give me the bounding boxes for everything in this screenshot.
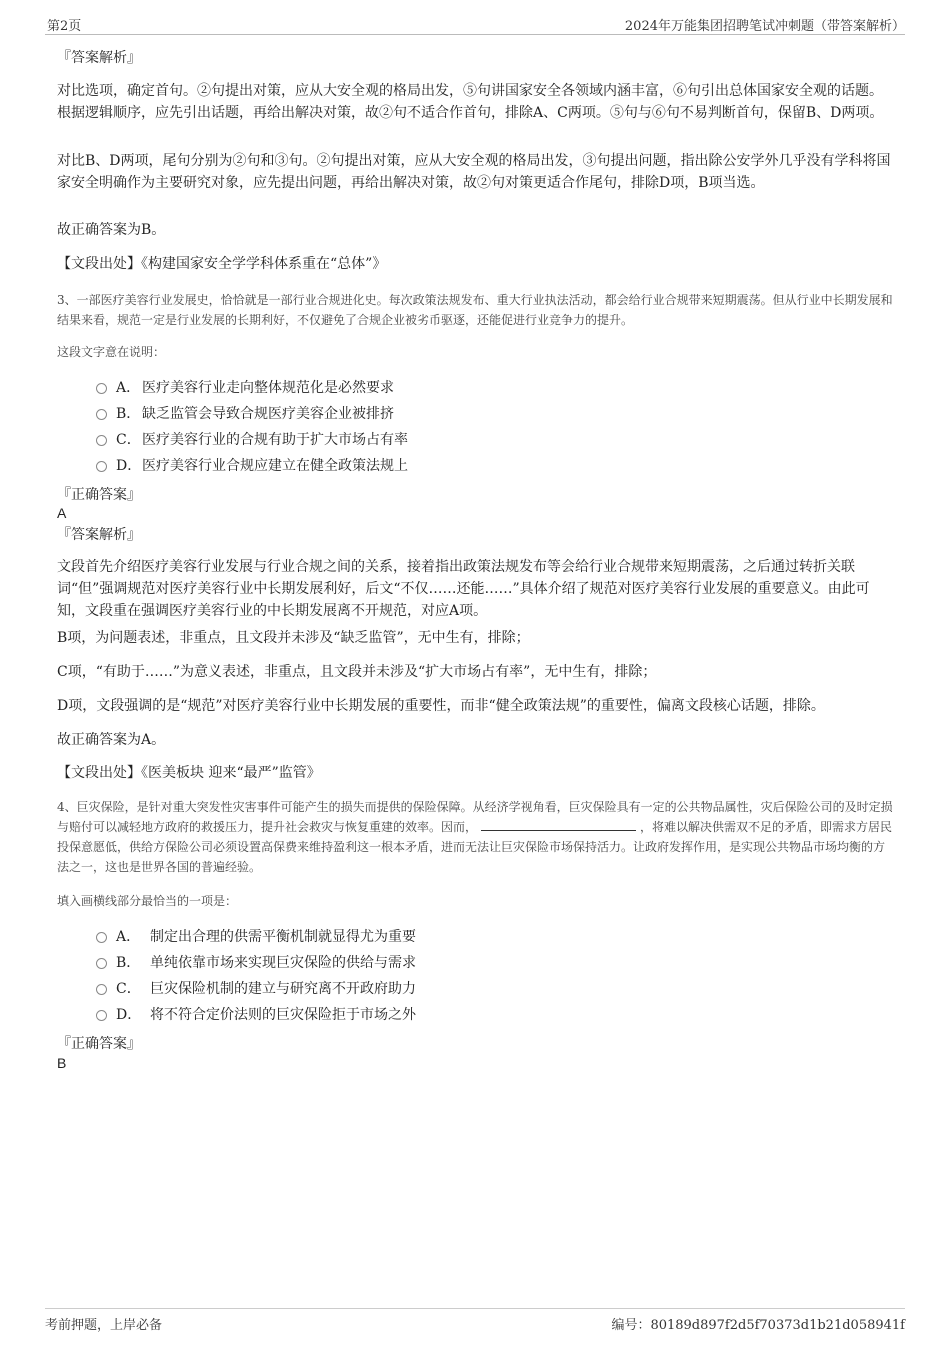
document-id: 编号：80189d897f2d5f70373d1b21d058941f [611,1318,905,1333]
q3-option-a[interactable] [96,377,394,399]
page-number: 第2页 [47,19,82,34]
q4-option-d[interactable] [96,1004,416,1026]
option-text: 制定出合理的供需平衡机制就显得尤为重要 [150,929,416,945]
option-letter: B． [116,955,141,971]
option-text: 巨灾保险机制的建立与研究离不开政府助力 [150,981,416,997]
option-letter: D． [116,1007,142,1023]
page-footer [45,1308,905,1331]
q3-analysis-option-d: D项，文段强调的是“规范”对医疗美容行业中长期发展的重要性，而非“健全政策法规”的重要性，偏离文段核心话题，排除。 [57,698,825,714]
q4-option-a[interactable] [96,926,416,948]
q2-source: 【文段出处】《构建国家安全学学科体系重在“总体”》 [57,256,387,272]
q4-option-c[interactable] [96,978,416,1000]
page-header [45,14,905,35]
option-letter: D． [116,458,142,474]
q4-stem [57,797,895,877]
option-text: 缺乏监管会导致合规医疗美容企业被排挤 [142,406,394,422]
q3-answer-heading: 『正确答案』 [57,487,141,503]
q3-answer: A [57,505,67,521]
radio-icon[interactable] [96,958,107,969]
q2-conclusion: 故正确答案为B。 [57,222,166,238]
radio-icon[interactable] [96,1010,107,1021]
q3-option-d[interactable] [96,455,408,477]
q4-stem-part-2: ，将难以解决供需双不足的矛盾，即需求方居民投保意愿低，供给方保险公司必须设置高保费来维持盈利这一根本矛盾，进而无法让巨灾保险市场保持活力。让政府发挥作用，是实现公共物品市场均衡的方法之一，这也是世界各国的普遍经验。 [57,820,893,874]
q4-option-b[interactable] [96,952,416,974]
radio-icon[interactable] [96,984,107,995]
fill-in-blank [481,818,636,831]
q3-conclusion: 故正确答案为A。 [57,732,166,748]
q3-stem: 3、一部医疗美容行业发展史，恰恰就是一部行业合规进化史。每次政策法规发布、重大行业执法活动，都会给行业合规带来短期震荡。但从行业中长期发展和结果来看，规范一定是行业发展的长期利好，不仅避免了合规企业被劣币驱逐，还能促进行业竞争力的提升。 [57,293,893,327]
q2-analysis-heading: 『答案解析』 [57,50,141,66]
radio-icon[interactable] [96,461,107,472]
q4-answer: B [57,1055,67,1071]
q3-analysis-option-b: B项，为问题表述，非重点，且文段并未涉及“缺乏监管”，无中生有，排除； [57,630,530,646]
option-letter: C． [116,432,141,448]
option-text: 单纯依靠市场来实现巨灾保险的供给与需求 [150,955,416,971]
option-text: 医疗美容行业走向整体规范化是必然要求 [142,380,394,396]
q4-stem-part-1: 4、巨灾保险，是针对重大突发性灾害事件可能产生的损失而提供的保险保障。从经济学视角看，巨灾保险具有一定的公共物品属性，灾后保险公司的及时定损与赔付可以减轻地方政府的救援压力，提升社会救灾与恢复重建的效率。因而， [57,800,893,834]
option-letter: C． [116,981,141,997]
option-text: 医疗美容行业的合规有助于扩大市场占有率 [142,432,408,448]
q2-analysis-paragraph-2: 对比B、D两项，尾句分别为②句和③句。②句提出对策，应从大安全观的格局出发，③句提出问题，指出除公安学外几乎没有学科将国家安全明确作为主要研究对象，应先提出问题，再给出解决对策，故②句对策更适合作尾句，排除D项，B项当选。 [57,153,891,191]
option-letter: A． [116,380,141,396]
q3-question: 这段文字意在说明： [57,345,166,359]
document-title: 2024年万能集团招聘笔试冲刺题（带答案解析） [624,19,905,34]
option-letter: B． [116,406,141,422]
option-text: 将不符合定价法则的巨灾保险拒于市场之外 [150,1007,416,1023]
footer-slogan: 考前押题，上岸必备 [45,1318,163,1333]
q3-analysis-heading: 『答案解析』 [57,527,141,543]
q4-question: 填入画横线部分最恰当的一项是： [57,894,238,908]
option-letter: A． [116,929,141,945]
q2-analysis-paragraph-1: 对比选项，确定首句。②句提出对策，应从大安全观的格局出发，⑤句讲国家安全各领域内涵丰富，⑥句引出总体国家安全观的话题。根据逻辑顺序，应先引出话题，再给出解决对策，故②句不适合作首句，排除A、C两项。⑤句与⑥句不易判断首句，保留B、D两项。 [57,83,884,121]
q3-source: 【文段出处】《医美板块 迎来“最严”监管》 [57,765,321,781]
radio-icon[interactable] [96,435,107,446]
radio-icon[interactable] [96,932,107,943]
q3-option-c[interactable] [96,429,408,451]
option-text: 医疗美容行业合规应建立在健全政策法规上 [142,458,408,474]
q3-analysis-paragraph: 文段首先介绍医疗美容行业发展与行业合规之间的关系，接着指出政策法规发布等会给行业合规带来短期震荡，之后通过转折关联词“但”强调规范对医疗美容行业中长期发展利好，后文“不仅……还能……”具体介绍了规范对医疗美容行业发展的重要意义。由此可知，文段重在强调医疗美容行业的中长期发展离不开规范，对应A项。 [57,559,870,619]
q4-answer-heading: 『正确答案』 [57,1036,141,1052]
q3-option-b[interactable] [96,403,394,425]
q3-analysis-option-c: C项，“有助于……”为意义表述，非重点，且文段并未涉及“扩大市场占有率”，无中生有，排除； [57,664,657,680]
radio-icon[interactable] [96,409,107,420]
radio-icon[interactable] [96,383,107,394]
